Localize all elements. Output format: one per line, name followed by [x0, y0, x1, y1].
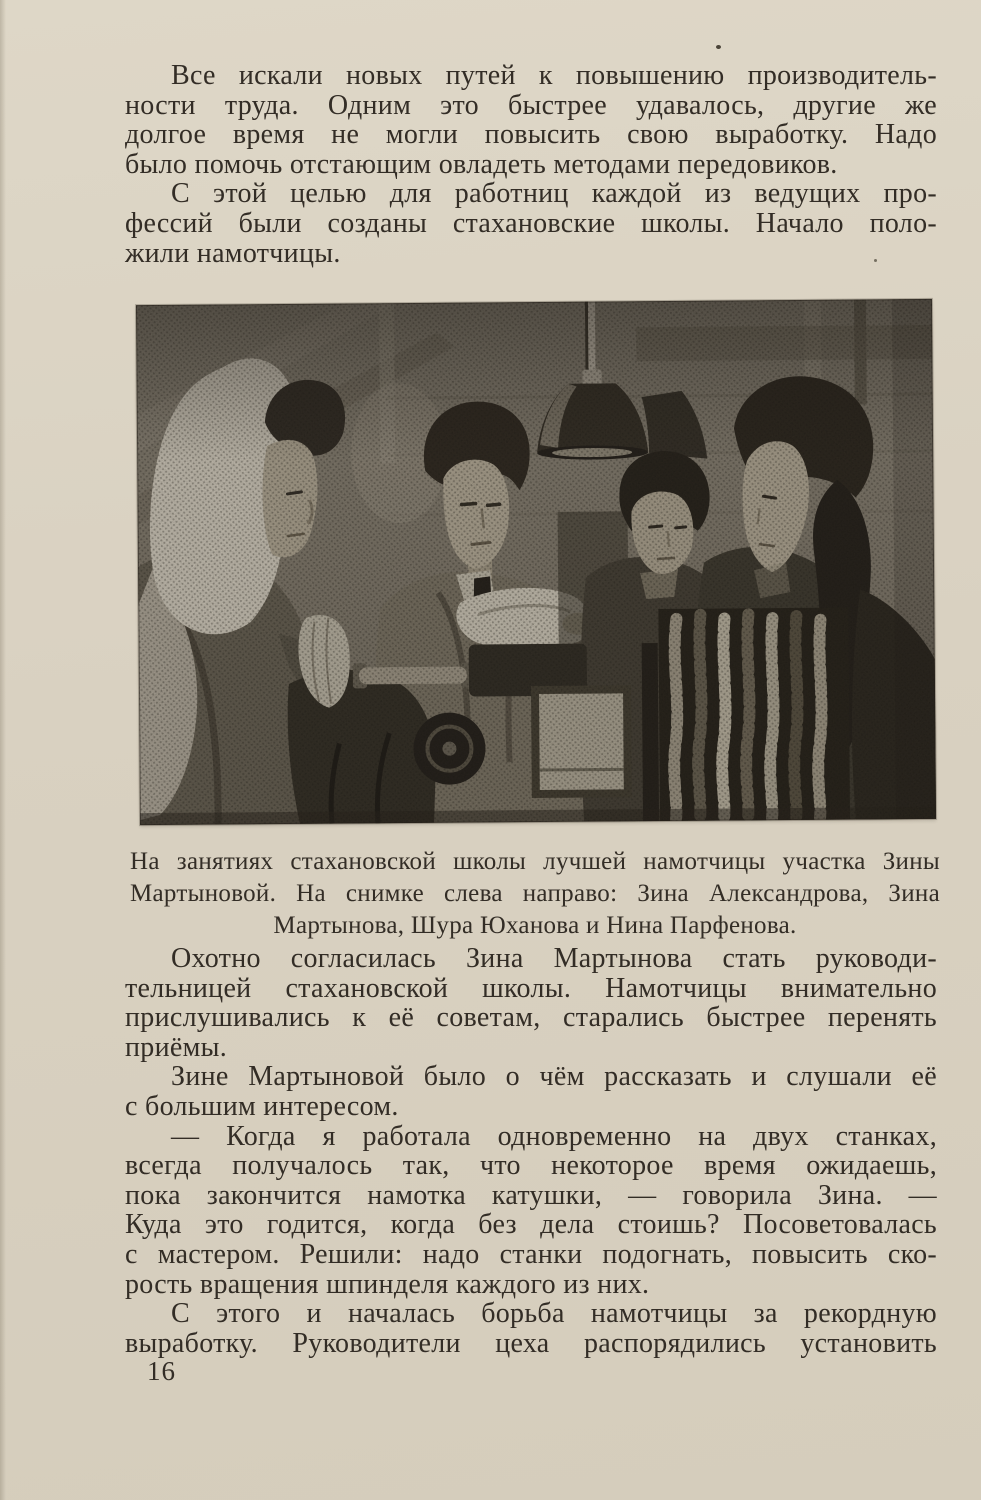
text-line: Охотно согласилась Зина Мартынова стать руководи-: [171, 943, 937, 974]
film-grain: [136, 299, 936, 825]
photo-caption: [130, 846, 940, 942]
text-line: С этой целью для работниц каждой из ведущих про-: [171, 178, 937, 210]
text-line: — Когда я работала одновременно на двух станках,: [171, 1120, 937, 1152]
text-line: ности труда. Одним это быстрее удавалось, другие же: [125, 89, 937, 121]
text-line: пока закончится намотка катушки, — говорила Зина. —: [125, 1179, 937, 1211]
text-line: приёмы.: [125, 1031, 228, 1063]
story-text: [125, 944, 937, 1358]
text-line: с мастером. Решили: надо станки подогнать, повысить ско-: [125, 1238, 937, 1270]
text-line: жили намотчицы.: [125, 237, 341, 269]
text-line: рость вращения шпинделя каждого из них.: [125, 1268, 650, 1300]
paragraph: [125, 1062, 937, 1121]
text-line: прислушивались к её советам, старались быстрее перенять: [125, 1002, 937, 1034]
text-line: Мартынова, Шура Юханова и Нина Парфенова.: [273, 912, 797, 939]
text-line: фессий были созданы стахановские школы. Начало поло-: [125, 207, 937, 239]
text-line: с большим интересом.: [125, 1090, 399, 1122]
text-line: Куда это годится, когда без дела стоишь? Посоветовалась: [125, 1209, 937, 1241]
text-line: всегда получалось так, что некоторое время ожидаешь,: [125, 1150, 937, 1182]
paragraph: [130, 846, 940, 942]
ink-speck: [716, 45, 721, 49]
intro-text: [125, 61, 937, 268]
text-line: было помочь отстающим овладеть методами передовиков.: [125, 148, 838, 180]
text-line: На занятиях стахановской школы лучшей намотчицы участка Зины: [130, 848, 940, 875]
paragraph: [125, 179, 937, 268]
text-line: Зине Мартыновой было о чём рассказать и слушали её: [171, 1061, 937, 1093]
text-line: Все искали новых путей к повышению производитель-: [171, 60, 937, 91]
text-line: С этого и началась борьба намотчицы за рекордную: [171, 1298, 937, 1330]
text-line: тельницей стахановской школы. Намотчицы внимательно: [125, 972, 937, 1004]
ink-speck: [874, 259, 877, 262]
paragraph: [125, 1122, 937, 1300]
paragraph: [125, 1299, 937, 1358]
text-line: выработку. Руководители цеха распорядились установить: [125, 1327, 937, 1359]
text-line: Мартыновой. На снимке слева направо: Зина Александрова, Зина: [130, 880, 940, 907]
text-line: долгое время не могли повысить свою выработку. Надо: [125, 119, 937, 151]
paragraph: [125, 944, 937, 1062]
photograph: [136, 299, 936, 825]
photo-illustration: [136, 299, 936, 825]
paragraph: [125, 61, 937, 179]
page-number: 16: [147, 1356, 176, 1386]
